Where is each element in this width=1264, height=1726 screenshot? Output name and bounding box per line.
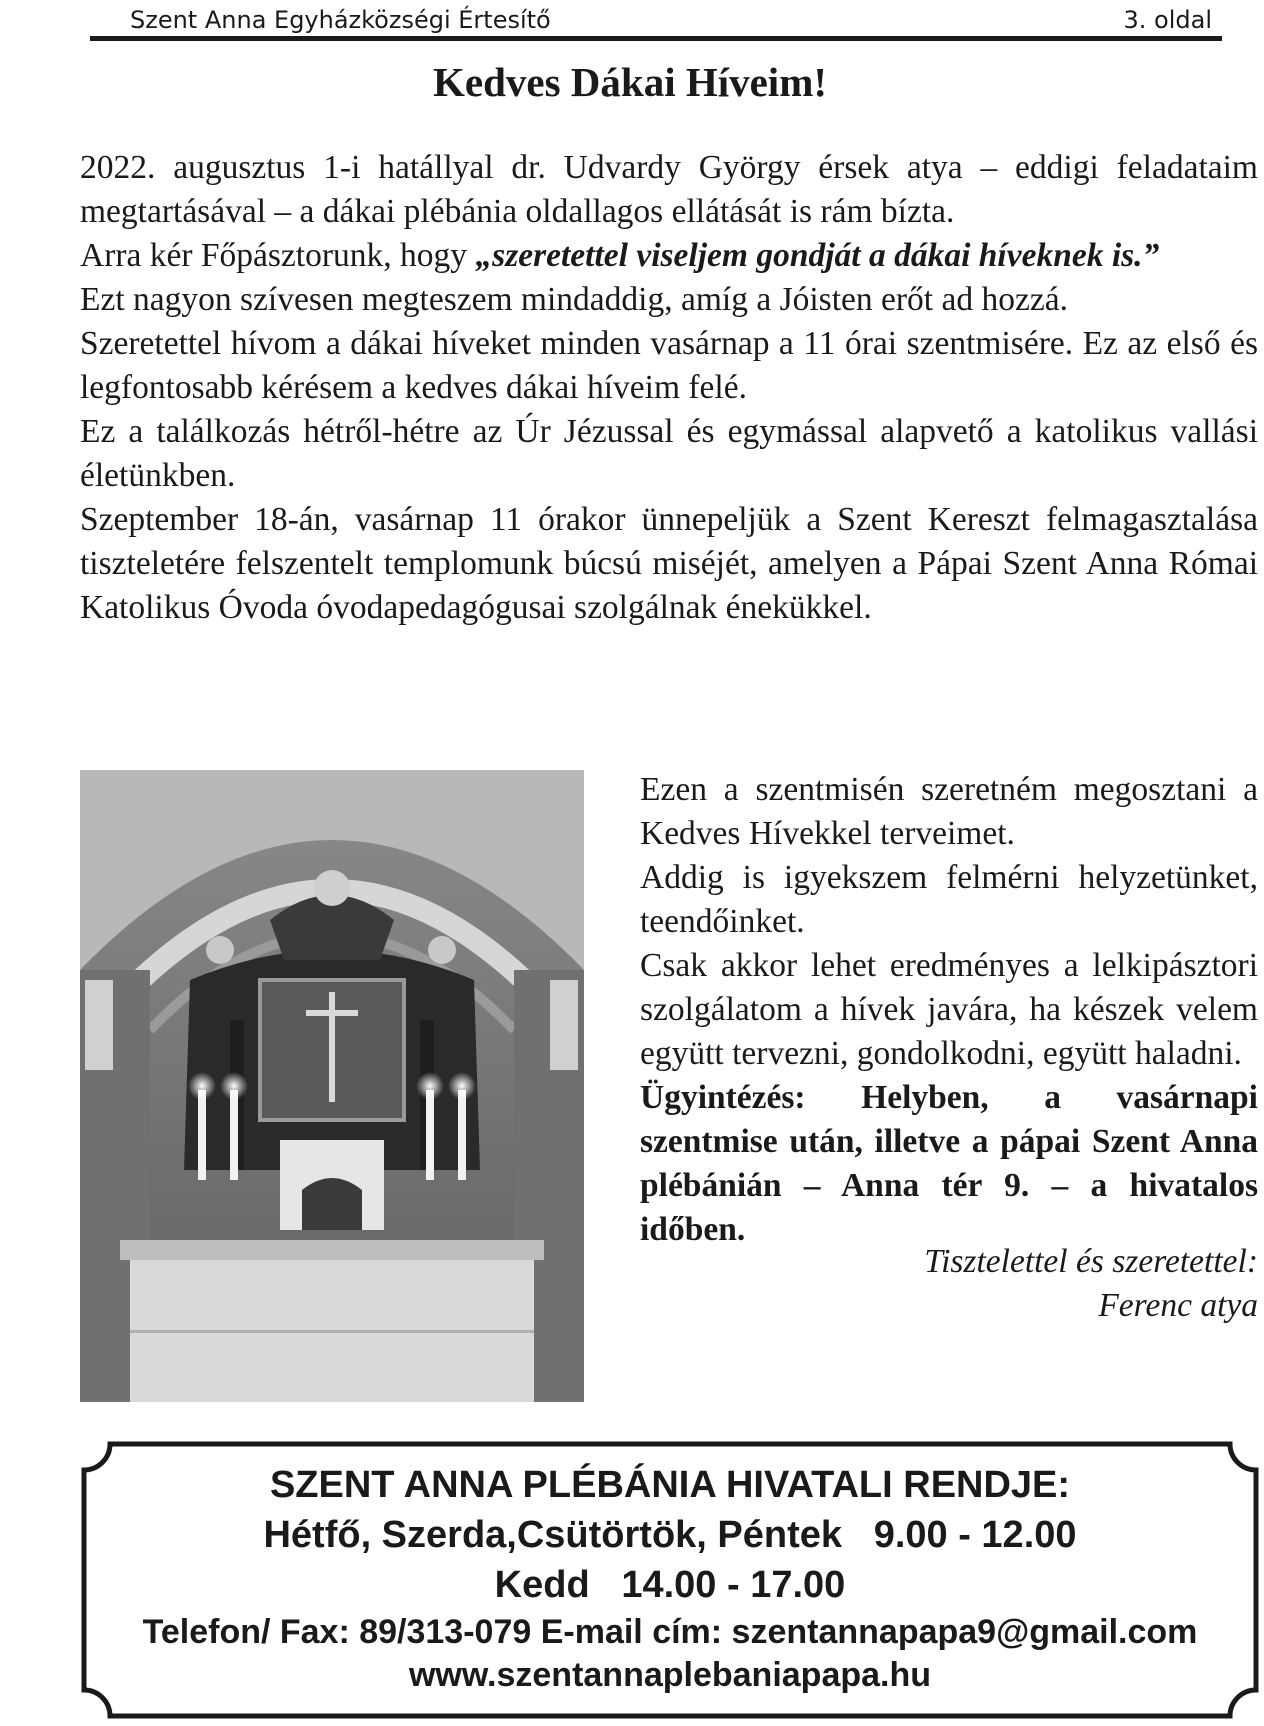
paragraph-2-lead: Arra kér Főpásztorunk, hogy bbox=[80, 237, 476, 274]
page-number: 3. oldal bbox=[1123, 6, 1212, 34]
bishop-quote: „szeretettel viseljem gondját a dákai híveknek is.” bbox=[475, 237, 1160, 274]
altar-photo bbox=[80, 770, 584, 1402]
side-paragraph-1: Ezen a szentmisén szeretném megosztani a Kedves Hívekkel terveimet. bbox=[640, 771, 1258, 852]
office-hours-weekdays: Hétfő, Szerda,Csütörtök, Péntek 9.00 - 12.00 bbox=[263, 1514, 1077, 1556]
side-column bbox=[640, 768, 1258, 1252]
closing-line: Tisztelettel és szeretettel: bbox=[924, 1243, 1258, 1280]
article-body bbox=[80, 146, 1258, 630]
contact-line: Telefon/ Fax: 89/313-079 E-mail cím: szentannapapa9@gmail.com bbox=[142, 1613, 1198, 1651]
signoff bbox=[640, 1240, 1258, 1328]
paragraph-3: Ezt nagyon szívesen megteszem mindaddig, amíg a Jóisten erőt ad hozzá. bbox=[80, 281, 1068, 318]
paragraph-4: Szeretettel hívom a dákai híveket minden vasárnap a 11 órai szentmisére. Ez az első és legfontosabb kérésem a kedves dákai híveim felé. bbox=[80, 325, 1258, 406]
office-hours-tuesday: Kedd 14.00 - 17.00 bbox=[494, 1564, 846, 1606]
page-header bbox=[90, 6, 1222, 36]
website-line: www.szentannaplebaniapapa.hu bbox=[408, 1656, 932, 1694]
header-divider bbox=[90, 36, 1222, 41]
article-title: Kedves Dákai Híveim! bbox=[432, 59, 828, 105]
publication-name: Szent Anna Egyházközségi Értesítő bbox=[130, 6, 551, 34]
office-hours-note: Ügyintézés: Helyben, a vasárnapi szentmise után, illetve a pápai Szent Anna plébánián – Anna tér 9. – a hivatalos időben. bbox=[640, 1079, 1258, 1248]
signature: Ferenc atya bbox=[1098, 1287, 1258, 1324]
side-paragraph-3: Csak akkor lehet eredményes a lelkipásztori szolgálatom a hívek javára, ha készek velem együtt tervezni, gondolkodni, együtt haladni. bbox=[640, 947, 1258, 1072]
office-hours-box bbox=[80, 1440, 1260, 1720]
paragraph-6: Szeptember 18-án, vasárnap 11 órakor ünnepeljük a Szent Kereszt felmagasztalása tiszteletére felszentelt templomunk búcsú miséjét, amelyen a Pápai Szent Anna Római Katolikus Óvoda óvodapedagógusai szolgálnak énekükkel. bbox=[80, 501, 1258, 626]
side-paragraph-2: Addig is igyekszem felmérni helyzetünket, teendőinket. bbox=[640, 859, 1258, 940]
paragraph-5: Ez a találkozás hétről-hétre az Úr Jézussal és egymással alapvető a katolikus vallási életünkben. bbox=[80, 413, 1258, 494]
paragraph-2 bbox=[80, 234, 1258, 278]
office-heading: SZENT ANNA PLÉBÁNIA HIVATALI RENDJE: bbox=[269, 1464, 1071, 1506]
paragraph-1: 2022. augusztus 1-i hatállyal dr. Udvardy György érsek atya – eddigi feladataim megtartásával – a dákai plébánia oldallagos ellátását is rám bízta. bbox=[80, 149, 1258, 230]
